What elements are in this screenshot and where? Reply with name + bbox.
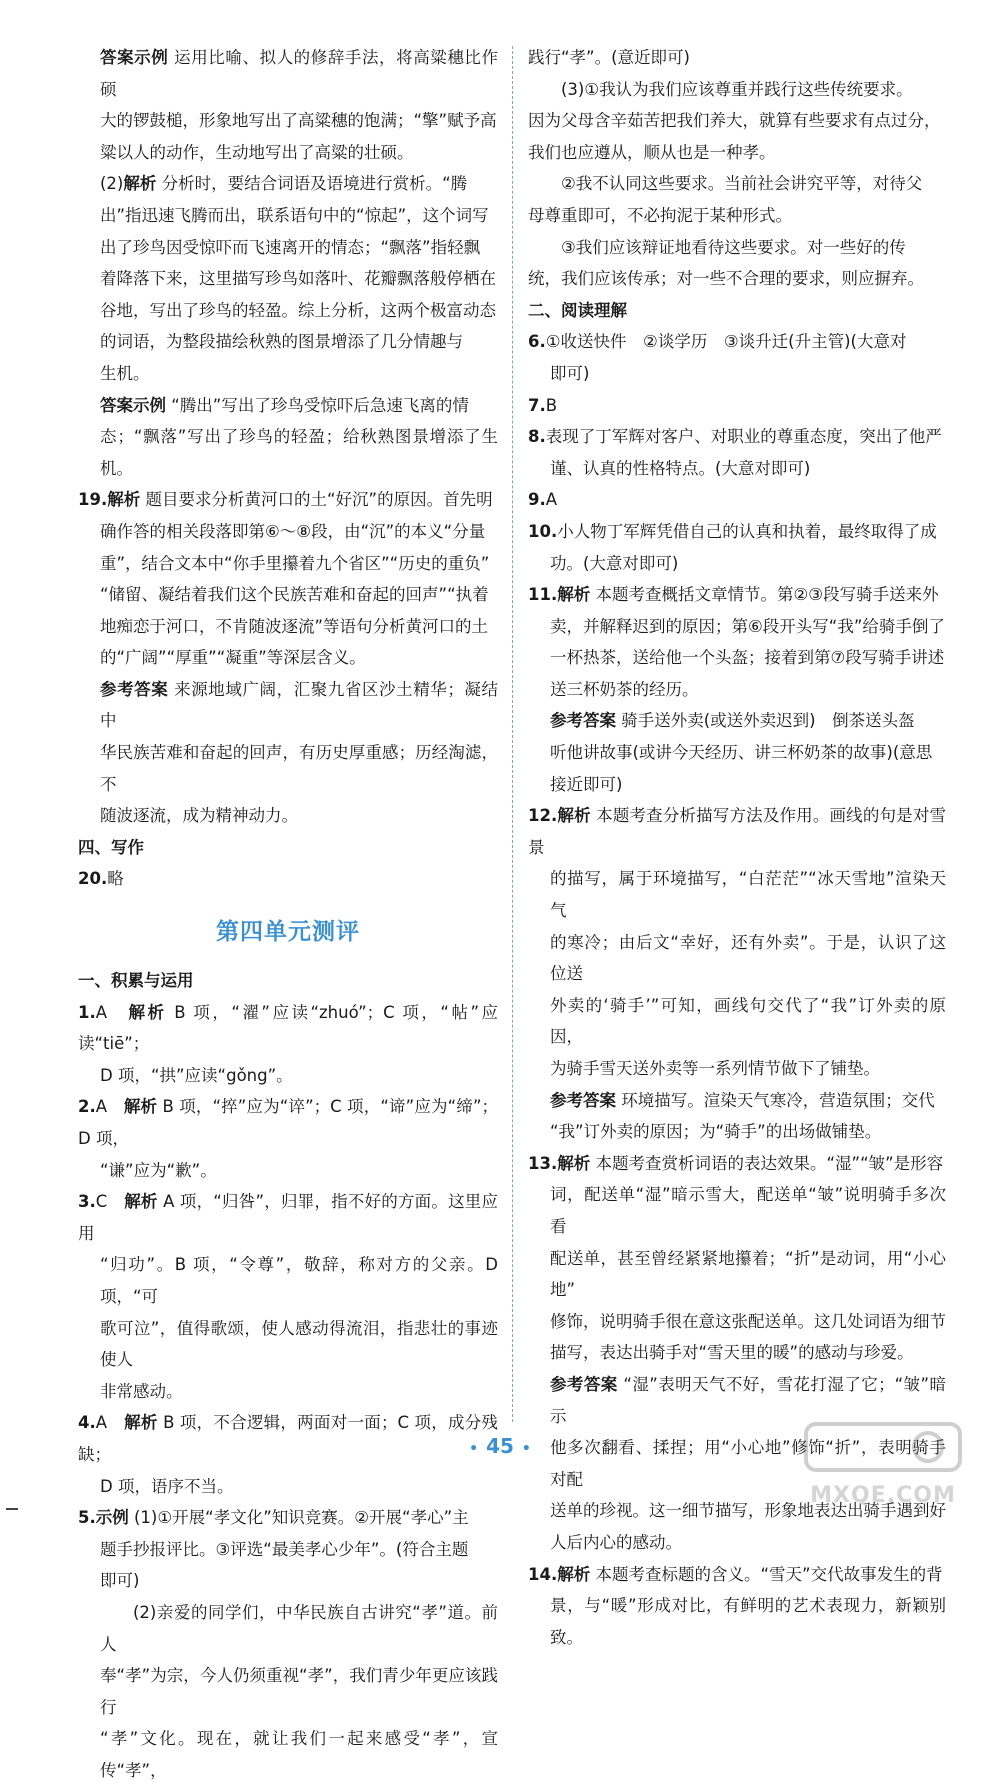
question-19-answer: 参考答案 来源地域广阔，汇聚九省区沙土精华；凝结中 华民族苦难和奋起的回声，有历史厚重感；历经淘滤，不 随波逐流，成为精神动力。 xyxy=(100,679,499,826)
question-5-cont: 题手抄报评比。③评选“最美孝心少年”。(符合主题 即可) xyxy=(100,1539,469,1591)
question-19-body: 确作答的相关段落即第⑥～⑧段，由“沉”的本义“分量 重”，结合文本中“你手里攥着九个省区”“历史的重负” “储留、凝结着我们这个民族苦难和奋起的回声”“执着 地痴恋于河口，不肯随波逐流”等语句分析黄河口的土 的“广阔”“厚重”“凝重”等深层含义。 xyxy=(100,521,490,668)
question-5-part3: (3)①我认为我们应该尊重并践行这些传统要求。 xyxy=(561,79,913,99)
option-2: ②我不认同这些要求。当前社会讲究平等，对待父 xyxy=(561,174,923,194)
watermark-icon xyxy=(798,1418,968,1478)
question-13-body: 词，配送单“湿”暗示雪大，配送单“皱”说明骑手多次看 配送单，甚至曾经紧紧地攥着；“折”是动词，用“小心地” 修饰，说明骑手很在意这张配送单。这几处词语为细节 描写，表达出骑手对“雪天里的暖”的感动与珍爱。 xyxy=(550,1185,946,1363)
question-11: 11.解析 本题考查概括文章情节。第②③段写骑手送来外 xyxy=(528,585,939,605)
column-divider xyxy=(512,46,513,1422)
unit-title: 第四单元测评 xyxy=(216,919,360,946)
analysis-2: (2)解析 分析时，要结合词语及语境进行赏析。“腾 出”指迅速飞腾而出，联系语句中的“惊起”，这个词写 出了珍鸟因受惊吓而飞速离开的情态；“飘落”指轻飘 着降落下来，这里描写珍鸟如落叶、花瓣飘落般停栖在 谷地，写出了珍鸟的轻盈。综上分析，这两个极富动态 的词语，为整段描绘秋熟的图景增添了几分情趣与 生机。 xyxy=(100,174,496,383)
question-12: 12.解析 本题考查分析描写方法及作用。画线的句是对雪景 xyxy=(528,806,947,857)
question-7: 7.B xyxy=(528,395,558,415)
answer-example-1: 答案示例 运用比喻、拟人的修辞手法，将高粱穗比作硕 大的锣鼓槌，形象地写出了高粱穗的饱满；“擎”赋予高 粱以人的动作，生动地写出了高粱的壮硕。 xyxy=(100,48,499,162)
question-20: 20.略 xyxy=(78,869,124,889)
question-11-body: 卖，并解释迟到的原因；第⑥段开头写“我”给骑手倒了 一杯热茶，送给他一个头盔；接着到第⑦段写骑手讲述 送三杯奶茶的经历。 xyxy=(550,616,945,699)
question-14: 14.解析 本题考查标题的含义。“雪天”交代故事发生的背 xyxy=(528,1564,943,1584)
question-3-cont: “归功”。B 项，“令尊”，敬辞，称对方的父亲。D 项，“可 歌可泣”，值得歌颂，使人感动得流泪，指悲壮的事迹使人 非常感动。 xyxy=(100,1255,498,1401)
question-8-cont: 谨、认真的性格特点。(大意对即可) xyxy=(550,458,811,478)
question-2-cont: “谦”应为“歉”。 xyxy=(100,1160,217,1180)
watermark-text: MXQE.COM xyxy=(810,1483,956,1508)
question-12-answer: 参考答案 环境描写。渲染天气寒冷，营造氛围；交代 “我”订外卖的原因；为“骑手”的出场做铺垫。 xyxy=(550,1090,935,1142)
question-6: 6.①收送快件 ②谈学历 ③谈升迁(升主管)(大意对 xyxy=(528,332,907,352)
question-2: 2.A 解析 B 项，“捽”应为“谇”；C 项，“谛”应为“缔”；D 项， xyxy=(78,1097,499,1148)
question-5: 5.示例 (1)①开展“孝文化”知识竞赛。②开展“孝心”主 xyxy=(78,1508,469,1528)
option-3: ③我们应该辩证地看待这些要求。对一些好的传 xyxy=(561,237,906,257)
question-9: 9.A xyxy=(528,490,558,510)
question-10: 10.小人物丁军辉凭借自己的认真和执着，最终取得了成 xyxy=(528,521,937,541)
question-11-answer: 参考答案 骑手送外卖(或送外卖迟到) 倒茶送头盔 听他讲故事(或讲今天经历、讲三杯奶茶的故事)(意思 接近即可) xyxy=(550,711,933,794)
question-1-cont: D 项，“拱”应读“gǒng”。 xyxy=(100,1065,293,1085)
question-19: 19.解析 题目要求分析黄河口的土“好沉”的原因。首先明 xyxy=(78,490,493,510)
question-5-part3-cont: 因为父母含辛茹苦把我们养大，就算有些要求有点过分， 我们也应遵从，顺从也是一种孝。 xyxy=(528,111,941,162)
question-13: 13.解析 本题考查赏析词语的表达效果。“湿”“皱”是形容 xyxy=(528,1153,944,1173)
question-8: 8.表现了丁军辉对客户、对职业的尊重态度，突出了他严 xyxy=(528,427,942,447)
question-5-part2-cont: 奉“孝”为宗，今人仍须重视“孝”，我们青少年更应该践行 “孝”文化。现在，就让我们一起来感受“孝”，宣传“孝”， xyxy=(100,1666,498,1780)
question-6-cont: 即可) xyxy=(550,363,590,383)
question-4: 4.A 解析 B 项，不合逻辑，两面对一面；C 项，成分残缺； xyxy=(78,1413,498,1464)
watermark-logo xyxy=(798,1418,968,1508)
answer-example-2: 答案示例 “腾出”写出了珍鸟受惊吓后急速飞离的情 态；“飘落”写出了珍鸟的轻盈；给秋熟图景增添了生机。 xyxy=(100,395,498,478)
question-3: 3.C 解析 A 项，“归咎”，归罪，指不好的方面。这里应用 xyxy=(78,1192,499,1243)
option-3-cont: 统，我们应该传承；对一些不合理的要求，则应摒弃。 xyxy=(528,269,924,289)
section-accumulation: 一、积累与运用 xyxy=(78,971,194,991)
question-1: 1.A 解析 B 项，“濯”应读“zhuó”；C 项，“帖”应读“tiē”； xyxy=(78,1002,498,1054)
question-4-cont: D 项，语序不当。 xyxy=(100,1476,234,1496)
section-reading: 二、阅读理解 xyxy=(528,300,627,320)
question-14-body: 景，与“暖”形成对比，有鲜明的艺术表现力，新颖别致。 xyxy=(550,1596,946,1647)
question-13-answer: 参考答案 “湿”表明天气不好，雪花打湿了它；“皱”暗示 他多次翻看、揉捏；用“小心地”修饰“折”，表明骑手对配 送单的珍视。这一细节描写，形象地表达出骑手遇到好 人后内心的感动。 xyxy=(550,1374,947,1552)
question-5-end: 践行“孝”。(意近即可) xyxy=(528,48,690,67)
question-10-cont: 功。(大意对即可) xyxy=(550,553,679,573)
left-column xyxy=(78,42,498,1786)
section-writing: 四、写作 xyxy=(78,837,144,857)
page-number: • 45 • xyxy=(469,1434,531,1458)
right-column xyxy=(528,42,946,1653)
margin-mark xyxy=(6,1508,18,1510)
option-2-cont: 母尊重即可，不必拘泥于某种形式。 xyxy=(528,205,792,225)
question-5-part2: (2)亲爱的同学们，中华民族自古讲究“孝”道。前人 xyxy=(100,1602,498,1654)
question-12-body: 的描写，属于环境描写，“白茫茫”“冰天雪地”渲染天气 的寒冷；由后文“幸好，还有外卖”。于是，认识了这位送 外卖的‘骑手’”可知，画线句交代了“我”订外卖的原因， 为骑手雪天送外卖等一系列情节做下了铺垫。 xyxy=(550,869,946,1078)
